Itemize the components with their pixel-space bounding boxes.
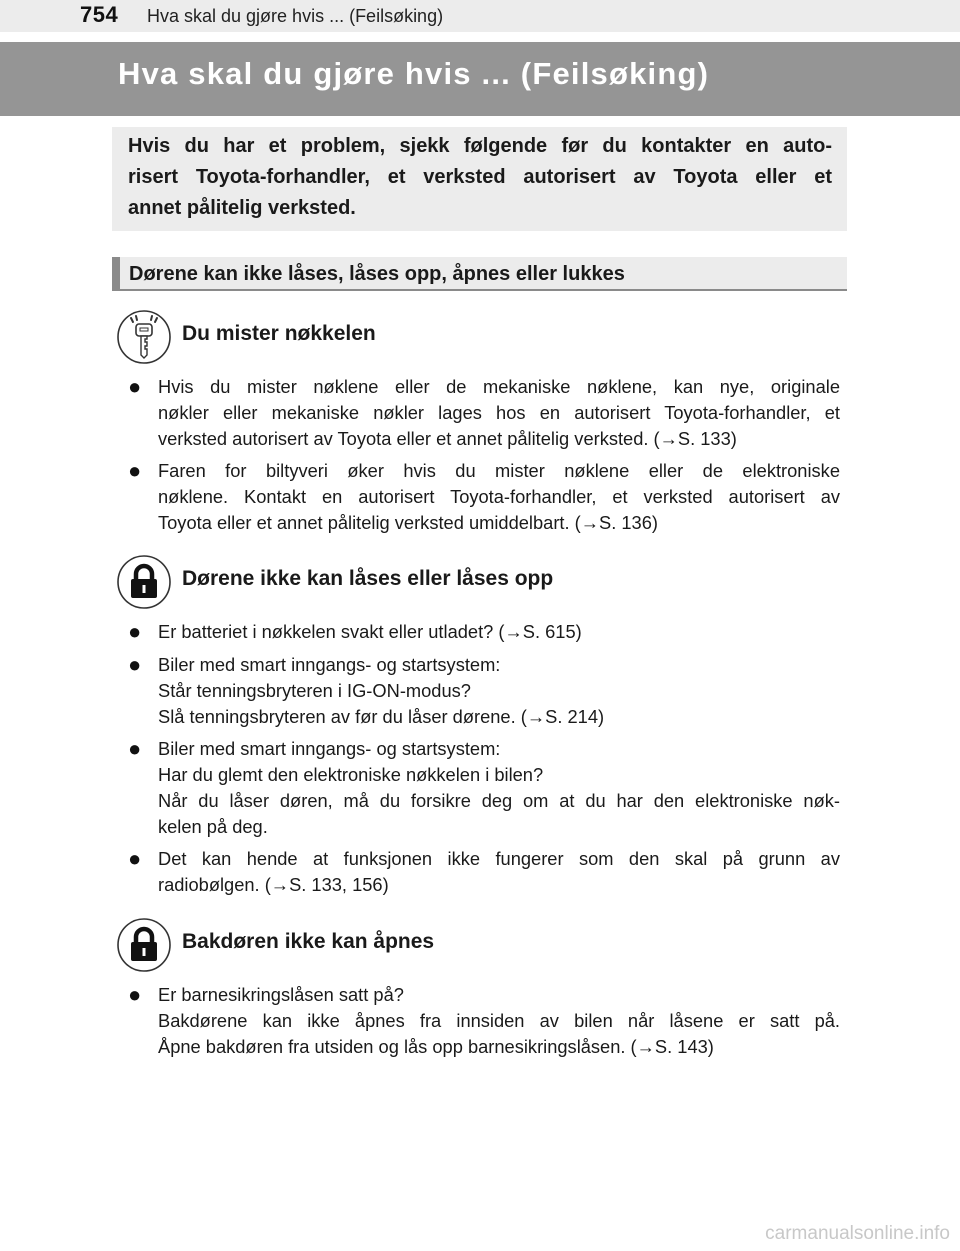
intro-line: Hvis du har et problem, sjekk følgende før du kontakter en auto- — [128, 135, 832, 157]
list-item — [158, 374, 840, 452]
bullet: ● — [128, 982, 142, 1007]
subsection-title: Du mister nøkkelen — [182, 322, 376, 345]
subsection-title: Dørene ikke kan låses eller låses opp — [182, 567, 554, 590]
item-line: Er batteriet i nøkkelen svakt eller utladet? (→S. 615) — [158, 621, 582, 642]
bullet: ● — [128, 652, 142, 677]
item-line: Slå tenningsbryteren av før du låser dørene. (→S. 214) — [158, 706, 605, 727]
section-accent-bar — [112, 257, 120, 289]
item-line: Har du glemt den elektroniske nøkkelen i bilen? — [158, 764, 544, 785]
item-line: Bakdørene kan ikke åpnes fra innsiden av bilen når låsene er satt på. — [158, 1010, 840, 1031]
intro-line: risert Toyota-forhandler, et verksted autorisert av Toyota eller et — [128, 166, 832, 188]
item-line: Toyota eller et annet pålitelig verksted umiddelbart. (→S. 136) — [158, 512, 658, 533]
top-strip — [0, 0, 960, 32]
item-line: nøklene. Kontakt en autorisert Toyota-forhandler, et verksted autorisert av — [158, 486, 840, 507]
intro-line: annet pålitelig verksted. — [128, 197, 356, 219]
list-item — [158, 619, 840, 645]
bullet: ● — [128, 736, 142, 761]
section-title: Dørene kan ikke låses, låses opp, åpnes eller lukkes — [129, 263, 625, 285]
bullet: ● — [128, 846, 142, 871]
item-line: Når du låser døren, må du forsikre deg om at du har den elektroniske nøk- — [158, 790, 840, 811]
item-line: nøkler eller mekaniske nøkler lages hos en autorisert Toyota-forhandler, et — [158, 402, 840, 423]
item-line: Det kan hende at funksjonen ikke fungerer som den skal på grunn av — [158, 848, 840, 869]
running-title: Hva skal du gjøre hvis ... (Feilsøking) — [147, 6, 444, 26]
watermark: carmanualsonline.info — [765, 1223, 950, 1244]
list-item — [158, 458, 840, 536]
item-line: Biler med smart inngangs- og startsystem: — [158, 654, 501, 675]
list-item — [158, 652, 840, 730]
section-header — [112, 257, 847, 291]
item-line: Åpne bakdøren fra utsiden og lås opp barnesikringslåsen. (→S. 143) — [158, 1036, 714, 1057]
item-line: kelen på deg. — [158, 816, 268, 837]
item-line: Er barnesikringslåsen satt på? — [158, 984, 404, 1005]
item-line: Biler med smart inngangs- og startsystem: — [158, 738, 501, 759]
page-number: 754 — [80, 2, 119, 27]
subsection-title: Bakdøren ikke kan åpnes — [182, 930, 435, 953]
padlock-icon — [116, 917, 172, 973]
bullet: ● — [128, 619, 142, 644]
list-item — [158, 982, 840, 1060]
bullet: ● — [128, 458, 142, 483]
item-line: Hvis du mister nøklene eller de mekaniske nøklene, kan nye, originale — [158, 376, 840, 397]
bullet: ● — [128, 374, 142, 399]
padlock-icon — [116, 554, 172, 610]
item-line: Faren for biltyveri øker hvis du mister nøklene eller de elektroniske — [158, 460, 840, 481]
item-line: verksted autorisert av Toyota eller et annet pålitelig verksted. (→S. 133) — [158, 428, 737, 449]
item-line: Står tenningsbryteren i IG-ON-modus? — [158, 680, 471, 701]
list-item — [158, 736, 840, 840]
page-title: Hva skal du gjøre hvis ... (Feilsøking) — [118, 56, 710, 91]
item-line: radiobølgen. (→S. 133, 156) — [158, 874, 389, 895]
intro-text — [128, 131, 832, 224]
list-item — [158, 846, 840, 898]
key-icon — [116, 309, 172, 365]
